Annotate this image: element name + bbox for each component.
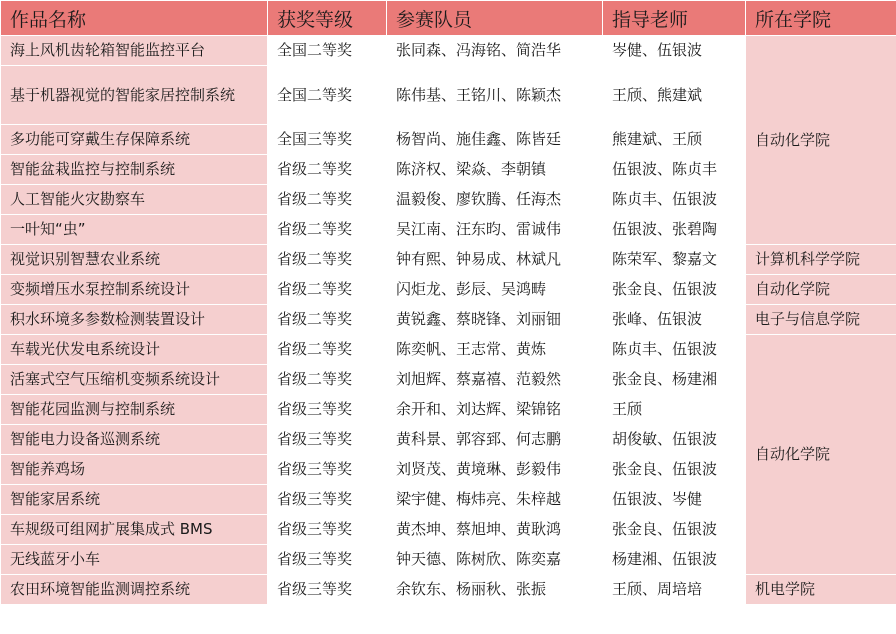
team-members-cell: 黄杰坤、蔡旭坤、黄耿鸿 — [387, 515, 603, 545]
header-award: 获奖等级 — [268, 1, 387, 36]
team-members-cell: 陈奕帆、王志常、黄炼 — [387, 335, 603, 365]
project-name-cell: 无线蓝牙小车 — [1, 545, 268, 575]
header-row — [1, 1, 896, 36]
college-cell: 自动化学院 — [746, 335, 896, 575]
team-members-cell: 刘贤茂、黄境琳、彭毅伟 — [387, 455, 603, 485]
project-name-cell: 基于机器视觉的智能家居控制系统 — [1, 66, 268, 125]
project-name-cell: 农田环境智能监测调控系统 — [1, 575, 268, 605]
team-members-cell: 黄科景、郭容郅、何志鹏 — [387, 425, 603, 455]
award-level-cell: 全国二等奖 — [268, 36, 387, 66]
award-level-cell: 省级二等奖 — [268, 155, 387, 185]
team-members-cell: 余钦东、杨丽秋、张振 — [387, 575, 603, 605]
award-level-cell: 省级二等奖 — [268, 185, 387, 215]
advisor-cell: 王颀、周培培 — [603, 575, 746, 605]
header-advisor: 指导老师 — [603, 1, 746, 36]
award-level-cell: 省级三等奖 — [268, 575, 387, 605]
award-level-cell: 省级三等奖 — [268, 515, 387, 545]
project-name-cell: 变频增压水泵控制系统设计 — [1, 275, 268, 305]
college-cell: 计算机科学学院 — [746, 245, 896, 275]
header-team: 参赛队员 — [387, 1, 603, 36]
table-row — [1, 36, 896, 66]
team-members-cell: 钟有熙、钟易成、林斌凡 — [387, 245, 603, 275]
college-cell: 机电学院 — [746, 575, 896, 605]
project-name-cell: 海上风机齿轮箱智能监控平台 — [1, 36, 268, 66]
team-members-cell: 闪炬龙、彭辰、吴鸿畴 — [387, 275, 603, 305]
project-name-cell: 一叶知“虫” — [1, 215, 268, 245]
award-level-cell: 全国三等奖 — [268, 125, 387, 155]
team-members-cell: 杨智尚、施佳鑫、陈皆廷 — [387, 125, 603, 155]
team-members-cell: 温毅俊、廖钦腾、任海杰 — [387, 185, 603, 215]
award-level-cell: 省级二等奖 — [268, 305, 387, 335]
advisor-cell: 张金良、伍银波 — [603, 515, 746, 545]
team-members-cell: 张同森、冯海铭、简浩华 — [387, 36, 603, 66]
advisor-cell: 王颀 — [603, 395, 746, 425]
table-row — [1, 275, 896, 305]
advisor-cell: 陈贞丰、伍银波 — [603, 335, 746, 365]
project-name-cell: 积水环境多参数检测装置设计 — [1, 305, 268, 335]
award-level-cell: 省级二等奖 — [268, 275, 387, 305]
header-project: 作品名称 — [1, 1, 268, 36]
award-level-cell: 省级三等奖 — [268, 545, 387, 575]
advisor-cell: 熊建斌、王颀 — [603, 125, 746, 155]
project-name-cell: 多功能可穿戴生存保障系统 — [1, 125, 268, 155]
advisor-cell: 张峰、伍银波 — [603, 305, 746, 335]
advisor-cell: 陈荣军、黎嘉文 — [603, 245, 746, 275]
award-level-cell: 省级三等奖 — [268, 395, 387, 425]
advisor-cell: 陈贞丰、伍银波 — [603, 185, 746, 215]
college-cell: 自动化学院 — [746, 36, 896, 245]
header-college: 所在学院 — [746, 1, 896, 36]
advisor-cell: 杨建湘、伍银波 — [603, 545, 746, 575]
team-members-cell: 陈济权、梁焱、李朝镇 — [387, 155, 603, 185]
table-row — [1, 305, 896, 335]
project-name-cell: 视觉识别智慧农业系统 — [1, 245, 268, 275]
project-name-cell: 智能电力设备巡测系统 — [1, 425, 268, 455]
advisor-cell: 伍银波、岑健 — [603, 485, 746, 515]
award-level-cell: 省级二等奖 — [268, 335, 387, 365]
award-level-cell: 省级三等奖 — [268, 455, 387, 485]
advisor-cell: 伍银波、张碧陶 — [603, 215, 746, 245]
award-level-cell: 省级二等奖 — [268, 365, 387, 395]
project-name-cell: 智能花园监测与控制系统 — [1, 395, 268, 425]
advisor-cell: 张金良、杨建湘 — [603, 365, 746, 395]
table-body — [1, 36, 896, 605]
advisor-cell: 张金良、伍银波 — [603, 275, 746, 305]
advisor-cell: 岑健、伍银波 — [603, 36, 746, 66]
team-members-cell: 吴江南、汪东昀、雷诚伟 — [387, 215, 603, 245]
project-name-cell: 人工智能火灾勘察车 — [1, 185, 268, 215]
college-cell: 自动化学院 — [746, 275, 896, 305]
project-name-cell: 智能养鸡场 — [1, 455, 268, 485]
award-level-cell: 全国二等奖 — [268, 66, 387, 125]
advisor-cell: 胡俊敏、伍银波 — [603, 425, 746, 455]
project-name-cell: 车载光伏发电系统设计 — [1, 335, 268, 365]
table-row — [1, 575, 896, 605]
team-members-cell: 梁宇健、梅炜亮、朱梓越 — [387, 485, 603, 515]
advisor-cell: 张金良、伍银波 — [603, 455, 746, 485]
award-level-cell: 省级三等奖 — [268, 425, 387, 455]
project-name-cell: 车规级可组网扩展集成式 BMS — [1, 515, 268, 545]
team-members-cell: 余开和、刘达辉、梁锦铭 — [387, 395, 603, 425]
table-row — [1, 245, 896, 275]
team-members-cell: 黄锐鑫、蔡晓锋、刘丽钿 — [387, 305, 603, 335]
project-name-cell: 智能盆栽监控与控制系统 — [1, 155, 268, 185]
team-members-cell: 陈伟基、王铭川、陈颖杰 — [387, 66, 603, 125]
table-row — [1, 335, 896, 365]
award-level-cell: 省级二等奖 — [268, 245, 387, 275]
project-name-cell: 智能家居系统 — [1, 485, 268, 515]
college-cell: 电子与信息学院 — [746, 305, 896, 335]
award-level-cell: 省级二等奖 — [268, 215, 387, 245]
project-name-cell: 活塞式空气压缩机变频系统设计 — [1, 365, 268, 395]
advisor-cell: 伍银波、陈贞丰 — [603, 155, 746, 185]
team-members-cell: 刘旭辉、蔡嘉禧、范毅然 — [387, 365, 603, 395]
advisor-cell: 王颀、熊建斌 — [603, 66, 746, 125]
award-level-cell: 省级三等奖 — [268, 485, 387, 515]
team-members-cell: 钟天德、陈树欣、陈奕嘉 — [387, 545, 603, 575]
